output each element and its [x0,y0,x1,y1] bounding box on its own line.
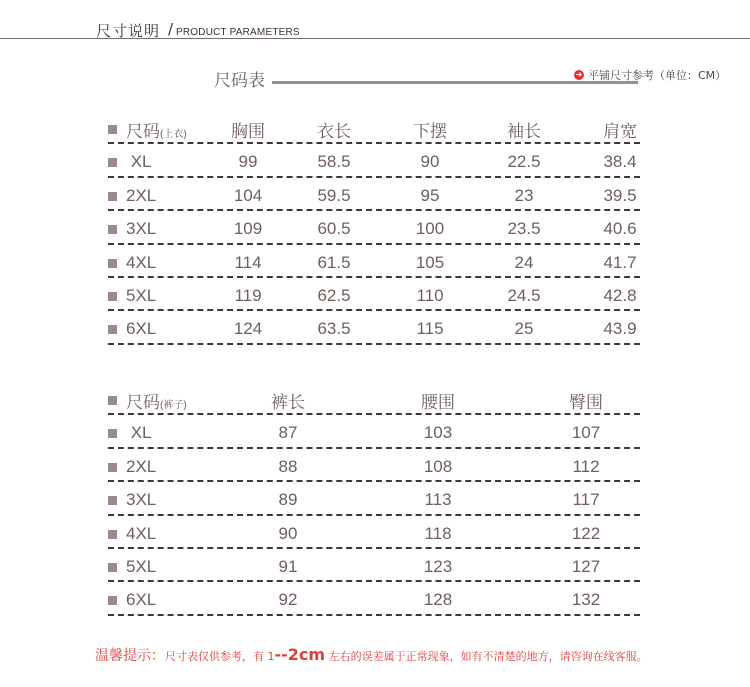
table-cell: 24.5 [507,285,541,305]
table-row [108,449,640,482]
table-cell: 63.5 [317,319,351,339]
bullet-square-icon [108,496,117,505]
measure-note [574,67,726,83]
table-cell: 110 [416,285,444,305]
bullet-square-icon [108,596,117,605]
table-cell: 58.5 [317,152,351,172]
table-cell: 40.6 [603,219,637,239]
title-separator: / [168,20,174,38]
column-header: 裤长 [271,393,305,412]
table-cell: 90 [420,152,440,172]
bullet-square-icon [108,158,117,167]
tip-text-after: 左右的误差属于正常现象，如有不清楚的地方，请咨询在线客服。 [325,650,648,663]
table-cell: 22.5 [507,152,541,172]
table-row [108,482,640,515]
table-cell: 123 [423,556,453,576]
column-header: 衣长 [317,122,351,141]
table-cell: 104 [233,185,263,205]
size-label: XL [126,152,152,172]
size-chart-title: 尺码表 [214,71,265,91]
table-cell: 92 [278,590,298,610]
tip-text-before: 尺寸表仅供参考，有 1 [165,650,275,663]
bullet-square-icon [108,463,117,472]
table-cell: 95 [420,185,440,205]
table-cell: 59.5 [317,185,351,205]
table-cell: 108 [423,456,453,476]
bullet-square-icon [108,325,117,334]
table-cell: 100 [415,219,445,239]
table-cell: 38.4 [603,152,637,172]
size-label: 5XL [126,556,157,576]
bullet-square-icon [108,125,117,134]
column-header: 臀围 [569,393,603,412]
size-label: 3XL [126,219,157,239]
section-header [0,0,750,45]
table-cell: 128 [423,590,453,610]
table-cell: 105 [415,252,445,272]
table-row [108,278,640,311]
table-row [108,245,640,278]
table-header-row [108,111,640,144]
bullet-square-icon [108,396,117,405]
table-cell: 107 [571,423,601,443]
table-row [108,144,640,177]
table-cell: 23 [514,185,534,205]
table-cell: 114 [234,252,262,272]
table-cell: 109 [233,219,263,239]
table-cell: 39.5 [603,185,637,205]
column-header: 袖长 [507,122,541,141]
column-header: 胸围 [231,122,265,141]
column-header: 肩宽 [603,122,637,141]
table-cell: 62.5 [317,285,351,305]
table-cell: 112 [572,456,600,476]
table-cell: 90 [278,523,298,543]
table-cell: 91 [278,556,298,576]
pants-size-table [108,382,640,616]
table-cell: 88 [278,456,298,476]
size-label: 3XL [126,490,157,510]
table-cell: 23.5 [507,219,541,239]
table-cell: 87 [278,423,298,443]
table-cell: 25 [514,319,534,339]
footer-tip [95,645,648,665]
table-cell: 42.8 [603,285,637,305]
table-cell: 122 [571,523,601,543]
bullet-square-icon [108,530,117,539]
column-header: 腰围 [421,393,455,412]
table-cell: 124 [233,319,263,339]
bullet-square-icon [108,563,117,572]
table-cell: 132 [571,590,601,610]
size-label: 6XL [126,590,157,610]
column-header: 下摆 [413,122,447,141]
table-cell: 119 [234,285,262,305]
table-row [108,178,640,211]
table-cell: 43.9 [603,319,637,339]
section-subtitle: PRODUCT PARAMETERS [176,27,300,38]
tip-label: 温馨提示： [95,648,165,664]
section-title: 尺寸说明 [96,22,161,40]
top-size-table [108,111,640,345]
size-column-header: 尺码(裤子) [126,393,187,412]
arrow-right-circle-icon: ➜ [575,70,583,79]
table-row [108,582,640,615]
size-label: 6XL [126,319,157,339]
size-label: 2XL [126,456,157,476]
bullet-square-icon [108,192,117,201]
table-cell: 118 [424,523,452,543]
size-label: 5XL [126,285,157,305]
table-cell: 113 [424,490,452,510]
table-row [108,516,640,549]
tip-range: --2cm [274,645,326,664]
table-cell: 24 [514,252,534,272]
size-column-header: 尺码(上衣) [126,122,187,141]
bullet-square-icon [108,259,117,268]
table-row [108,211,640,244]
size-label: 4XL [126,523,157,543]
table-cell: 61.5 [317,252,351,272]
bullet-square-icon [108,292,117,301]
table-header-row [108,382,640,415]
table-cell: 99 [238,152,258,172]
bullet-square-icon [108,429,117,438]
table-cell: 41.7 [603,252,637,272]
table-cell: 117 [572,490,600,510]
table-cell: 115 [416,319,444,339]
table-row [108,311,640,344]
size-label: XL [126,423,152,443]
size-label: 2XL [126,185,157,205]
table-cell: 127 [571,556,601,576]
table-cell: 60.5 [317,219,351,239]
table-cell: 103 [423,423,453,443]
bullet-square-icon [108,225,117,234]
table-row [108,549,640,582]
table-cell: 89 [278,490,298,510]
table-row [108,415,640,448]
measure-note-text: 平铺尺寸参考（单位：CM） [588,69,727,82]
size-label: 4XL [126,252,157,272]
